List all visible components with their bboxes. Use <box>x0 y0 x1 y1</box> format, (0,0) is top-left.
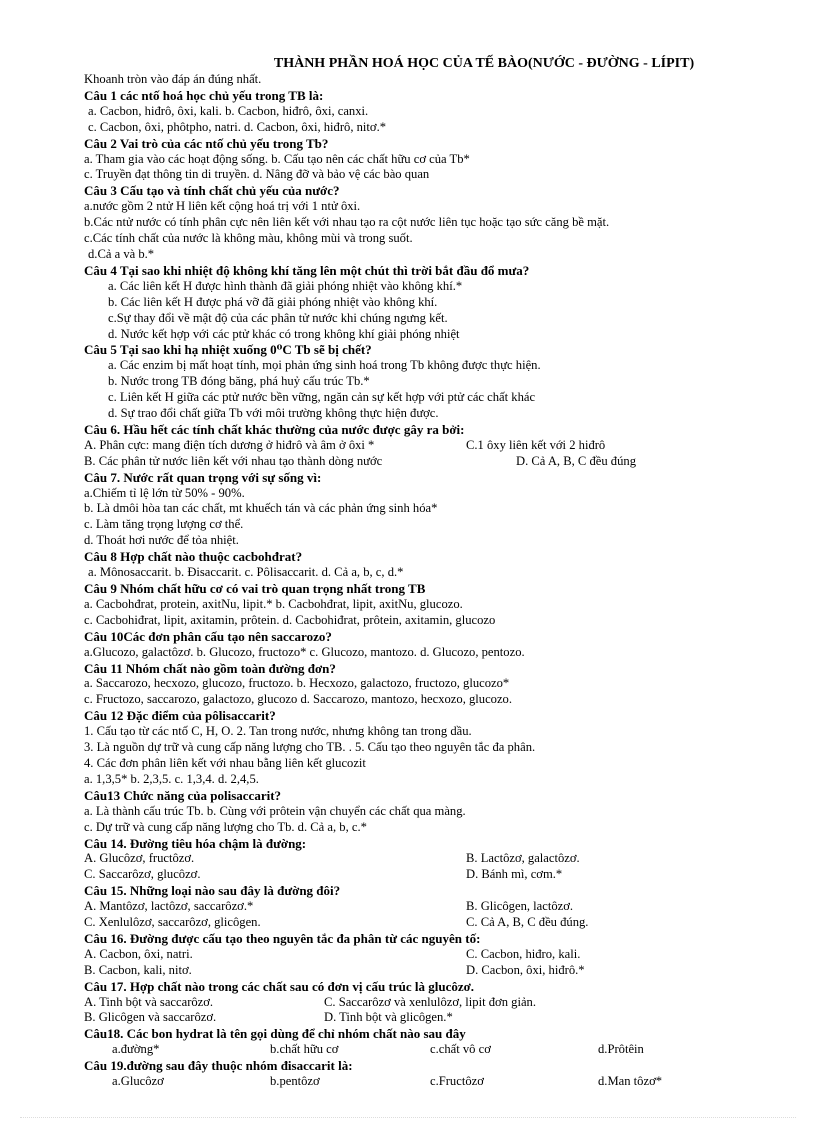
q13-options-1: a. Là thành cấu trúc Tb. b. Cùng với prôtein vận chuyển các chất qua màng. <box>84 803 466 818</box>
q15-option-b: B. Glicôgen, lactôzơ. <box>466 899 574 914</box>
q18-option-b: b.chất hữu cơ <box>270 1042 339 1057</box>
question-13: Câu13 Chức năng của polisaccarit? <box>84 787 282 803</box>
q9-options-1: a. Cacbohđrat, protein, axitNu, lipit.* b. Cacbohđrat, lipit, axitNu, glucozo. <box>84 596 463 611</box>
q16-row-1 <box>84 947 784 963</box>
q11-options-2: c. Fructozo, saccarozo, galactozo, glucozo d. Saccarozo, mantozo, hecxozo, glucozo. <box>84 692 513 707</box>
q6-row-2 <box>84 454 784 470</box>
question-14: Câu 14. Đường tiêu hóa chậm là đường: <box>84 835 307 851</box>
question-8: Câu 8 Hợp chất nào thuộc cacbohđrat? <box>84 549 303 565</box>
q5-option-b: b. Nước trong TB đóng băng, phá huỷ cấu trúc Tb.* <box>108 374 370 389</box>
q12-options: a. 1,3,5* b. 2,3,5. c. 1,3,4. d. 2,4,5. <box>84 771 259 786</box>
q5-option-a: a. Các enzim bị mất hoạt tính, mọi phản ứng sinh hoá trong Tb không được thực hiện. <box>108 358 541 373</box>
q10-options: a.Glucozo, galactôzơ. b. Glucozo, fructozo* c. Glucozo, mantozo. d. Glucozo, pentozo. <box>84 644 525 659</box>
worksheet <box>84 55 784 1090</box>
q16-option-a: A. Cacbon, ôxi, natri. <box>84 946 193 961</box>
question-7: Câu 7. Nước rất quan trọng với sự sống vì: <box>84 469 322 485</box>
q5-option-d: d. Sự trao đổi chất giữa Tb với môi trường không thực hiện được. <box>108 406 439 421</box>
q8-options: a. Mônosaccarit. b. Đisaccarit. c. Pôlisaccarit. d. Cả a, b, c, d.* <box>88 565 404 580</box>
q1-options-2: c. Cacbon, ôxi, phôtpho, natri. d. Cacbon, ôxi, hiđrô, nitơ.* <box>88 119 387 134</box>
q7-option-c: c. Làm tăng trọng lượng cơ thể. <box>84 517 244 532</box>
q19-option-b: b.pentôzơ <box>270 1074 320 1089</box>
q17-option-d: D. Tinh bột và glicôgen.* <box>324 1010 453 1025</box>
q12-statement-2: 3. Là nguồn dự trữ và cung cấp năng lượng cho TB. . 5. Cấu tạo theo nguyên tắc đa phân. <box>84 740 536 755</box>
question-18: Câu18. Các bon hydrat là tên gọi dùng để chỉ nhóm chất nào sau đây <box>84 1026 466 1042</box>
instruction: Khoanh tròn vào đáp án đúng nhất. <box>84 72 262 86</box>
q17-option-c: C. Saccarôzơ và xenlulôzơ, lipit đơn giản. <box>324 994 536 1009</box>
q17-option-b: B. Glicôgen và saccarôzơ. <box>84 1010 217 1025</box>
q16-option-b: B. Cacbon, kali, nitơ. <box>84 962 192 977</box>
q15-option-a: A. Mantôzơ, lactôzơ, saccarôzơ.* <box>84 899 254 914</box>
q17-row-1 <box>84 995 784 1011</box>
q14-row-2 <box>84 867 784 883</box>
question-17: Câu 17. Hợp chất nào trong các chất sau có đơn vị cấu trúc là glucôzơ. <box>84 978 475 994</box>
q18-option-c: c.chất vô cơ <box>430 1042 491 1057</box>
q6-option-b: B. Các phân tử nước liên kết với nhau tạo thành dòng nước <box>84 453 383 468</box>
q7-option-a: a.Chiếm tỉ lệ lớn từ 50% - 90%. <box>84 485 245 500</box>
q16-option-c: C. Cacbon, hiđro, kali. <box>466 946 581 961</box>
q14-row-1 <box>84 851 784 867</box>
q7-option-d: d. Thoát hơi nước để tỏa nhiệt. <box>84 533 239 548</box>
q17-option-a: A. Tinh bột và saccarôzơ. <box>84 994 214 1009</box>
q19-options <box>84 1074 784 1090</box>
q9-options-2: c. Cacbohiđrat, lipit, axitamin, prôtein. d. Cacbohiđrat, prôtein, axitamin, glucozo <box>84 612 496 627</box>
q6-option-a: A. Phân cực: mang điện tích dương ở hiđrô và âm ở ôxi * <box>84 437 375 452</box>
question-5: Câu 5 Tại sao khi hạ nhiệt xuống 0⁰C Tb sẽ bị chết? <box>84 342 372 358</box>
question-9: Câu 9 Nhóm chất hữu cơ có vai trò quan trọng nhất trong TB <box>84 581 426 596</box>
q14-option-d: D. Bánh mì, cơm.* <box>466 867 563 882</box>
page-bottom-rule <box>20 1117 796 1118</box>
q11-options-1: a. Saccarozo, hecxozo, glucozo, fructozo. b. Hecxozo, galactozo, fructozo, glucozo* <box>84 676 510 691</box>
q4-option-b: b. Các liên kết H được phá vỡ đã giải phóng nhiệt vào không khí. <box>108 294 438 309</box>
question-4: Câu 4 Tại sao khi nhiệt độ không khí tăng lên một chút thì trời bắt đầu đổ mưa? <box>84 262 530 278</box>
q15-option-c: C. Xenlulôzơ, saccarôzơ, glicôgen. <box>84 915 261 930</box>
question-1: Câu 1 các ntố hoá học chủ yếu trong TB là: <box>84 87 324 103</box>
q4-option-a: a. Các liên kết H được hình thành đã giải phóng nhiệt vào không khí.* <box>108 278 463 293</box>
q16-row-2 <box>84 963 784 979</box>
q5-option-c: c. Liên kết H giữa các ptử nước bền vững, ngăn cản sự kết hợp với ptử các chất khác <box>108 390 536 405</box>
question-6: Câu 6. Hầu hết các tính chất khác thường của nước được gây ra bởi: <box>84 421 465 437</box>
q3-option-a: a.nước gồm 2 ntử H liên kết cộng hoá trị với 1 ntử ôxi. <box>84 199 361 214</box>
question-12: Câu 12 Đặc điểm của pôlisaccarit? <box>84 708 276 724</box>
question-11: Câu 11 Nhóm chất nào gồm toàn đường đơn? <box>84 660 336 676</box>
question-19: Câu 19.đường sau đây thuộc nhóm đisaccarit là: <box>84 1058 353 1074</box>
q4-option-d: d. Nước kết hợp với các ptử khác có trong không khí giải phóng nhiệt <box>108 326 460 341</box>
q4-option-c: c.Sự thay đổi về mật độ của các phân tử nước khi chúng ngưng kết. <box>108 310 448 325</box>
q1-options-1: a. Cacbon, hiđrô, ôxi, kali. b. Cacbon, hiđrô, ôxi, canxi. <box>88 103 369 118</box>
q18-option-a: a.đường* <box>112 1042 160 1057</box>
q6-option-d: D. Cả A, B, C đều đúng <box>516 453 636 468</box>
q19-option-c: c.Fructôzơ <box>430 1074 484 1089</box>
q18-options <box>84 1042 784 1058</box>
q15-option-d: C. Cả A, B, C đều đúng. <box>466 915 589 930</box>
question-10: Câu 10Các đơn phân cấu tạo nên saccarozo? <box>84 628 332 644</box>
question-3: Câu 3 Cấu tạo và tính chất chủ yếu của nước? <box>84 183 340 199</box>
q19-option-d: d.Man tôzơ* <box>598 1074 663 1089</box>
q14-option-b: B. Lactôzơ, galactôzơ. <box>466 851 580 866</box>
q16-option-d: D. Cacbon, ôxi, hiđrô.* <box>466 962 585 977</box>
q2-options-2: c. Truyền đạt thông tin di truyền. d. Nâng đỡ và bảo vệ các bào quan <box>84 167 430 182</box>
q2-options-1: a. Tham gia vào các hoạt động sống. b. Cấu tạo nên các chất hữu cơ của Tb* <box>84 151 470 166</box>
q15-row-1 <box>84 899 784 915</box>
page-title: THÀNH PHẦN HOÁ HỌC CỦA TẾ BÀO(NƯỚC - ĐƯỜNG - LÍPIT) <box>273 56 695 71</box>
q18-option-d: d.Prôtêin <box>598 1042 644 1057</box>
q3-option-c: c.Các tính chất của nước là không màu, không mùi và trong suốt. <box>84 231 413 246</box>
q3-option-d: d.Cả a và b.* <box>88 246 155 261</box>
q14-option-a: A. Glucôzơ, fructôzơ. <box>84 851 195 866</box>
q12-statement-3: 4. Các đơn phân liên kết với nhau bằng liên kết glucozit <box>84 755 366 770</box>
q12-statement-1: 1. Cấu tạo từ các ntố C, H, O. 2. Tan trong nước, nhưng không tan trong dầu. <box>84 724 472 739</box>
question-15: Câu 15. Những loại nào sau đây là đường đôi? <box>84 883 341 899</box>
q3-option-b: b.Các ntử nước có tính phân cực nên liên kết với nhau tạo ra cột nước liên tục hoặc tạo sức căng bề mặt. <box>84 215 610 230</box>
q7-option-b: b. Là dmôi hòa tan các chất, mt khuếch tán và các phản ứng sinh hóa* <box>84 501 438 516</box>
q14-option-c: C. Saccarôzơ, glucôzơ. <box>84 867 201 882</box>
q6-row-1 <box>84 438 784 454</box>
q6-option-c: C.1 ôxy liên kết với 2 hiđrô <box>466 437 606 452</box>
q17-row-2 <box>84 1010 784 1026</box>
question-16: Câu 16. Đường được cấu tạo theo nguyên tắc đa phân từ các nguyên tố: <box>84 930 481 946</box>
q15-row-2 <box>84 915 784 931</box>
q13-options-2: c. Dự trữ và cung cấp năng lượng cho Tb. d. Cả a, b, c.* <box>84 819 367 834</box>
q19-option-a: a.Glucôzơ <box>112 1074 164 1089</box>
question-2: Câu 2 Vai trò của các ntố chủ yếu trong Tb? <box>84 135 329 151</box>
